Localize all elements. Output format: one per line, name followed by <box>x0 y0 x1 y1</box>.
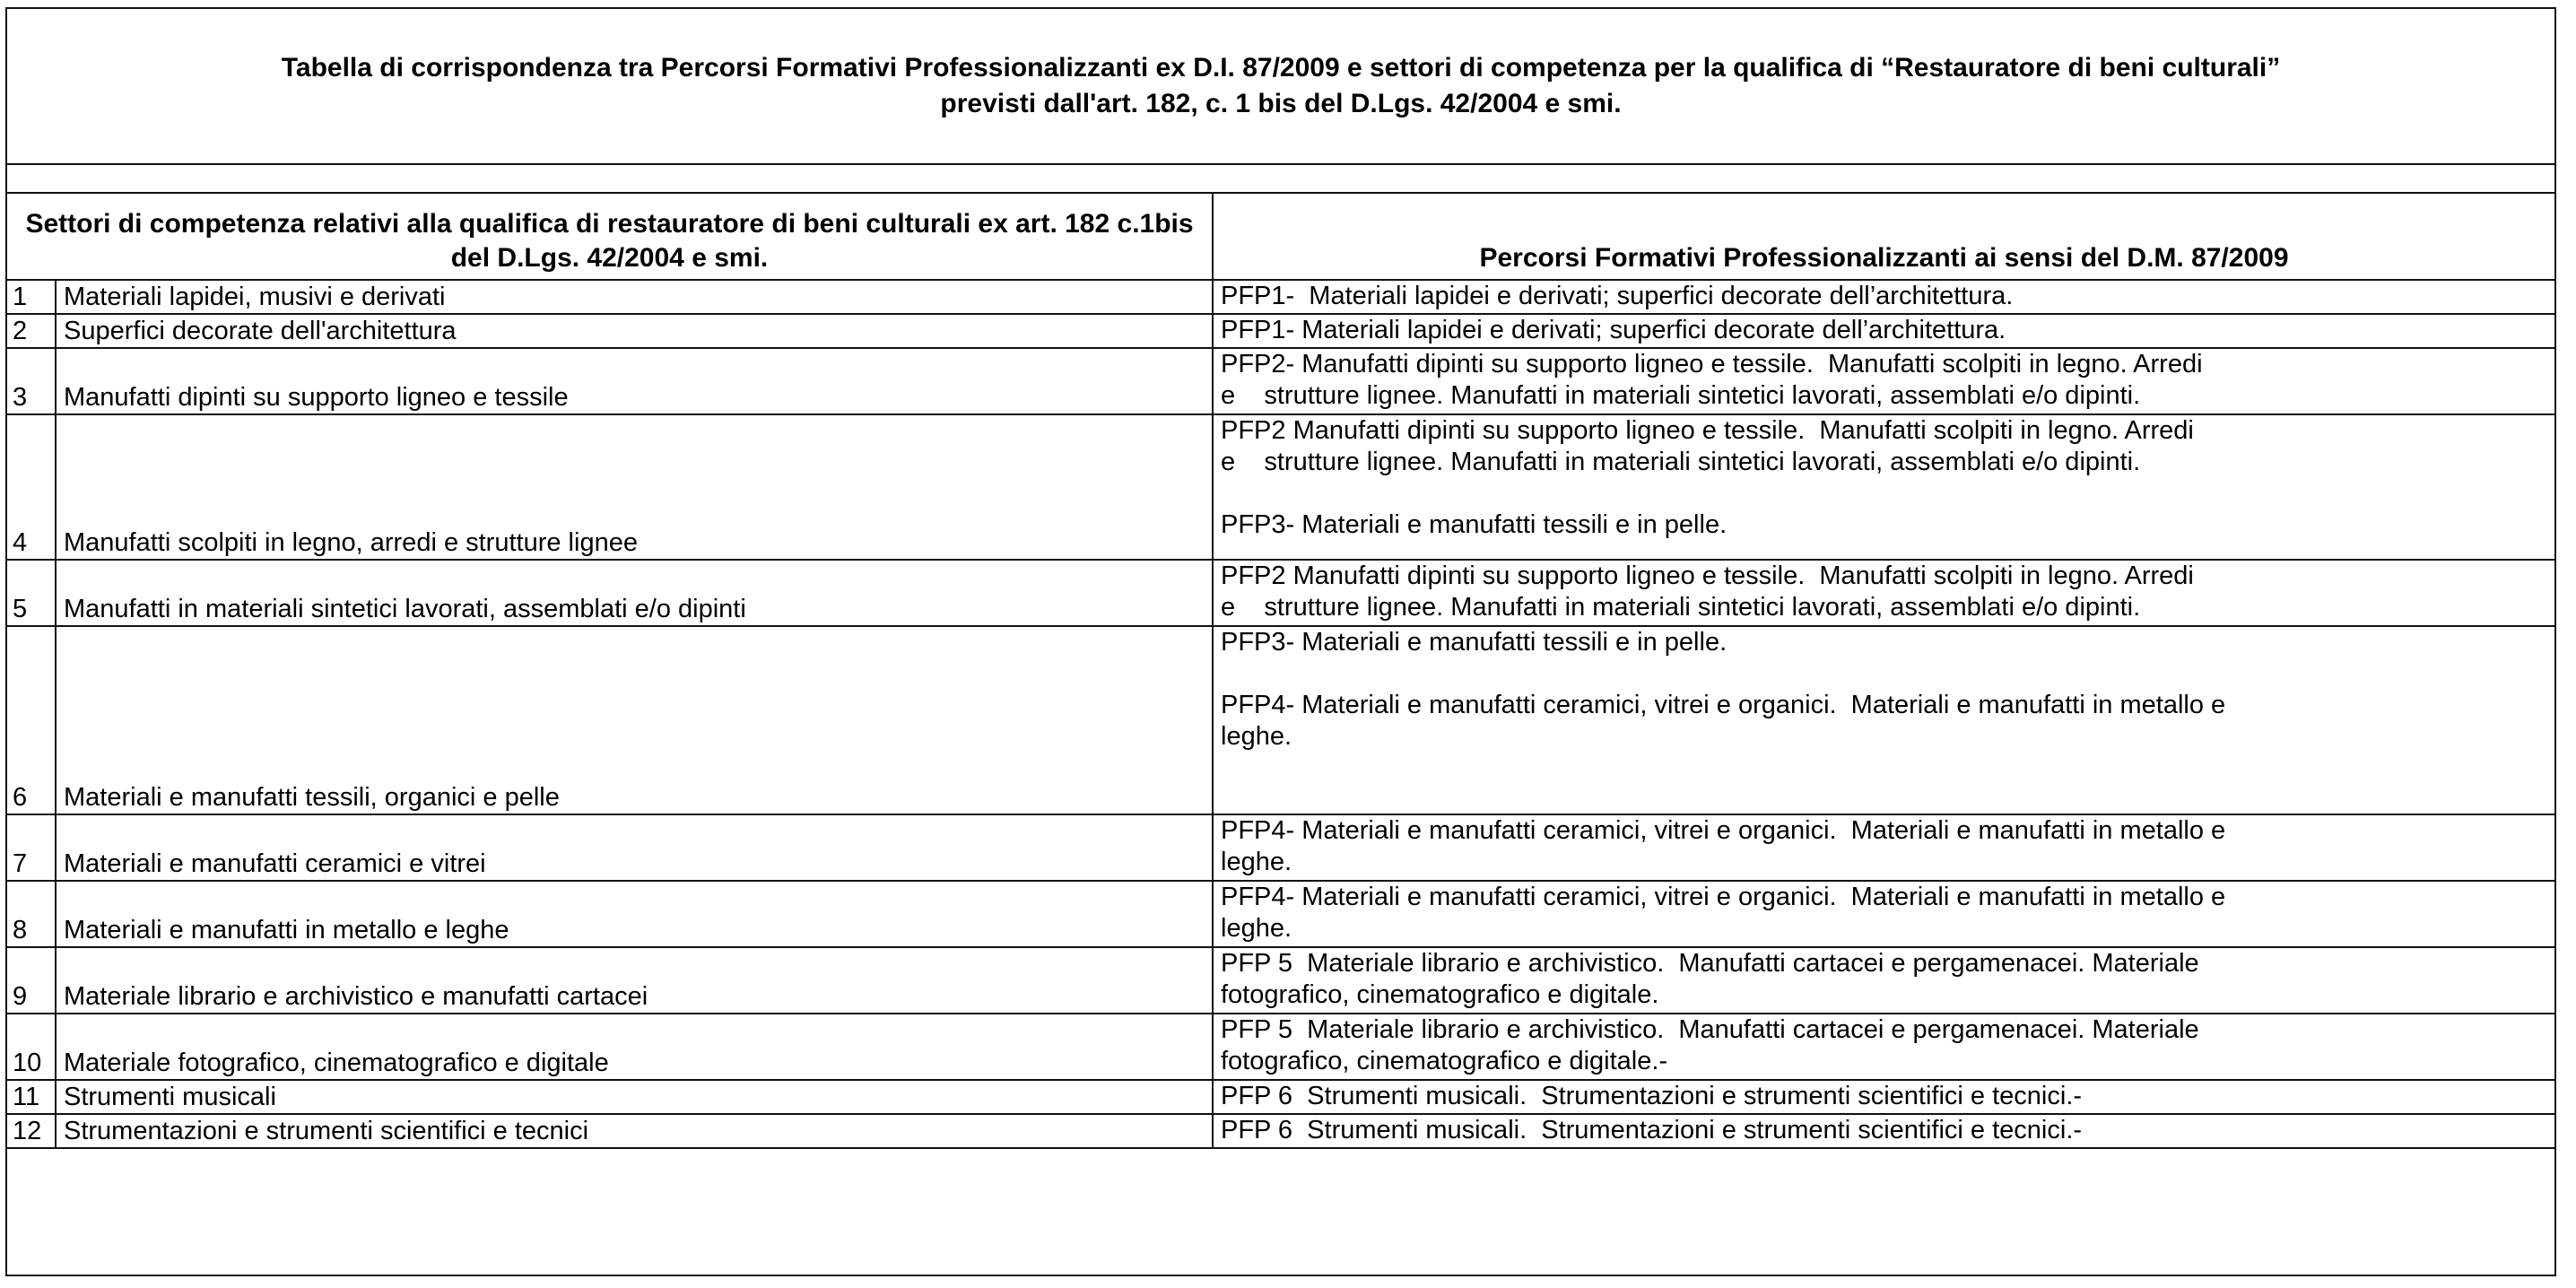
pfp-line: PFP2 Manufatti dipinti su supporto ligneo e tessile. Manufatti scolpiti in legno. Arredi <box>1221 561 2194 590</box>
pfp-line: fotografico, cinematografico e digitale. <box>1221 980 1659 1009</box>
row-number: 4 <box>7 414 56 560</box>
pfp-line: PFP2- Manufatti dipinti su supporto ligneo e tessile. Manufatti scolpiti in legno. Arredi <box>1221 350 2203 379</box>
settore-cell: Superfici decorate dell'architettura <box>56 314 1213 348</box>
table-row <box>7 414 2554 560</box>
pfp-cell <box>1213 314 2554 348</box>
settore-cell: Materiale librario e archivistico e manufatti cartacei <box>56 947 1213 1014</box>
pfp-line: leghe. <box>1221 722 1292 751</box>
pfp-line: PFP 6 Strumenti musicali. Strumentazioni e strumenti scientifici e tecnici.- <box>1221 1082 2083 1110</box>
pfp-line: e strutture lignee. Manufatti in materiali sintetici lavorati, assemblati e/o dipinti. <box>1221 593 2141 622</box>
pfp-cell <box>1213 1114 2554 1148</box>
pfp-cell <box>1213 1080 2554 1114</box>
table-row <box>7 881 2554 947</box>
row-number: 10 <box>7 1014 56 1080</box>
pfp-line <box>1221 478 2547 509</box>
table-row <box>7 626 2554 814</box>
pfp-cell <box>1213 280 2554 314</box>
pfp-line: PFP 5 Materiale librario e archivistico. Manufatti cartacei e pergamenacei. Materiale <box>1221 949 2199 978</box>
pfp-line: leghe. <box>1221 914 1292 943</box>
pfp-line: PFP4- Materiali e manufatti ceramici, vitrei e organici. Materiali e manufatti in metallo e <box>1221 816 2226 845</box>
pfp-line: PFP4- Materiali e manufatti ceramici, vitrei e organici. Materiali e manufatti in metallo e <box>1221 883 2226 911</box>
row-number: 9 <box>7 947 56 1014</box>
row-number: 3 <box>7 348 56 414</box>
table-row <box>7 314 2554 348</box>
table-header-row <box>7 194 2554 280</box>
pfp-line: PFP4- Materiali e manufatti ceramici, vitrei e organici. Materiali e manufatti in metallo e <box>1221 691 2226 719</box>
table-row <box>7 560 2554 626</box>
settore-cell: Materiali lapidei, musivi e derivati <box>56 280 1213 314</box>
row-number: 12 <box>7 1114 56 1148</box>
row-number: 2 <box>7 314 56 348</box>
table-row <box>7 814 2554 881</box>
table-row <box>7 348 2554 414</box>
row-number: 6 <box>7 626 56 814</box>
table-row <box>7 1080 2554 1114</box>
header-pfp: Percorsi Formativi Professionalizzanti ai sensi del D.M. 87/2009 <box>1213 194 2554 280</box>
settore-cell: Materiale fotografico, cinematografico e digitale <box>56 1014 1213 1080</box>
table-row <box>7 1014 2554 1080</box>
settore-cell: Strumenti musicali <box>56 1080 1213 1114</box>
title-line-1: Tabella di corrispondenza tra Percorsi Formativi Professionalizzanti ex D.I. 87/2009 e settori di competenza per la qualifica di “Restauratore di beni culturali” <box>281 53 2281 83</box>
pfp-line: PFP 6 Strumenti musicali. Strumentazioni e strumenti scientifici e tecnici.- <box>1221 1116 2083 1144</box>
pfp-cell <box>1213 1014 2554 1080</box>
settore-cell: Manufatti scolpiti in legno, arredi e strutture lignee <box>56 414 1213 560</box>
pfp-line: leghe. <box>1221 848 1292 876</box>
pfp-line: PFP3- Materiali e manufatti tessili e in pelle. <box>1221 510 1727 539</box>
settore-cell: Materiali e manufatti ceramici e vitrei <box>56 814 1213 881</box>
pfp-cell <box>1213 626 2554 814</box>
row-number: 8 <box>7 881 56 947</box>
pfp-line: PFP3- Materiali e manufatti tessili e in pelle. <box>1221 628 1727 657</box>
settore-cell: Manufatti in materiali sintetici lavorati, assemblati e/o dipinti <box>56 560 1213 626</box>
pfp-cell <box>1213 348 2554 414</box>
correspondence-table <box>7 194 2554 1149</box>
header-settori: Settori di competenza relativi alla qualifica di restauratore di beni culturali ex art. 182 c.1bis del D.Lgs. 42/2004 e smi. <box>7 194 1213 280</box>
pfp-line: fotografico, cinematografico e digitale.- <box>1221 1047 1668 1075</box>
document-title <box>7 9 2554 165</box>
settore-cell: Materiali e manufatti in metallo e leghe <box>56 881 1213 947</box>
row-number: 5 <box>7 560 56 626</box>
spacer-row <box>7 165 2554 194</box>
table-row <box>7 280 2554 314</box>
table-row <box>7 947 2554 1014</box>
table-row <box>7 1114 2554 1148</box>
pfp-line: PFP2 Manufatti dipinti su supporto ligneo e tessile. Manufatti scolpiti in legno. Arredi <box>1221 416 2194 445</box>
settore-cell: Materiali e manufatti tessili, organici e pelle <box>56 626 1213 814</box>
row-number: 11 <box>7 1080 56 1114</box>
pfp-line: e strutture lignee. Manufatti in materiali sintetici lavorati, assemblati e/o dipinti. <box>1221 448 2141 476</box>
pfp-cell <box>1213 814 2554 881</box>
pfp-line: e strutture lignee. Manufatti in materiali sintetici lavorati, assemblati e/o dipinti. <box>1221 381 2141 410</box>
title-line-2: previsti dall'art. 182, c. 1 bis del D.Lgs. 42/2004 e smi. <box>940 89 1622 118</box>
pfp-cell <box>1213 560 2554 626</box>
table-body <box>7 280 2554 1148</box>
settore-cell: Manufatti dipinti su supporto ligneo e tessile <box>56 348 1213 414</box>
row-number: 1 <box>7 280 56 314</box>
pfp-line: PFP 5 Materiale librario e archivistico. Manufatti cartacei e pergamenacei. Materiale <box>1221 1015 2199 1044</box>
pfp-line: PFP1- Materiali lapidei e derivati; superfici decorate dell’architettura. <box>1221 282 2014 310</box>
pfp-line <box>1221 658 2547 690</box>
pfp-cell <box>1213 881 2554 947</box>
document-sheet <box>5 7 2556 1276</box>
row-number: 7 <box>7 814 56 881</box>
pfp-cell <box>1213 947 2554 1014</box>
pfp-line: PFP1- Materiali lapidei e derivati; superfici decorate dell’architettura. <box>1221 316 2006 344</box>
pfp-cell <box>1213 414 2554 560</box>
settore-cell: Strumentazioni e strumenti scientifici e tecnici <box>56 1114 1213 1148</box>
